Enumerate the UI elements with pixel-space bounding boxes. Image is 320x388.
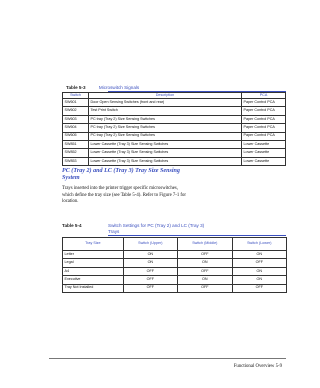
description-cell: Test Print Switch: [89, 107, 242, 115]
switch-settings-table: [62, 237, 287, 293]
description-cell: Lower Cassette (Tray 3) Size Sensing Switches: [89, 149, 242, 157]
pca-cell: Paper Control PCA: [242, 132, 286, 140]
column-header-switch-upper: Switch (Upper): [123, 238, 177, 251]
switch-middle-cell: OFF: [178, 267, 233, 275]
section-heading-line: PC (Tray 2) and LC (Tray 3) Tray Size Sensing: [62, 168, 180, 174]
table-row: [63, 157, 286, 165]
table-row: [63, 276, 287, 284]
microswitch-signals-table: [62, 92, 286, 166]
table-row: [63, 107, 286, 115]
switch-upper-cell: OFF: [123, 284, 177, 292]
column-header-switch-lower: Switch (Lower): [232, 238, 286, 251]
switch-lower-cell: OFF: [232, 284, 286, 292]
switch-lower-cell: ON: [232, 276, 286, 284]
switch-cell: SW602: [63, 107, 89, 115]
table-row: [63, 124, 286, 132]
caption-rule: [108, 235, 286, 236]
column-header-switch: Switch: [63, 93, 89, 99]
switch-middle-cell: OFF: [178, 251, 233, 259]
tray-size-cell: Legal: [63, 259, 124, 267]
switch-cell: SW605: [63, 132, 89, 140]
paragraph-line: which define the tray size (see Table 5-4). Refer to Figure 7-1 for: [62, 192, 186, 198]
tray-size-cell: Tray Not Installed: [63, 284, 124, 292]
table-5-4-caption: [62, 223, 82, 228]
switch-lower-cell: OFF: [232, 259, 286, 267]
column-header-pca: PCA: [242, 93, 286, 99]
table-row: [63, 267, 287, 275]
footer-rule: [49, 358, 286, 359]
switch-upper-cell: OFF: [123, 267, 177, 275]
tray-size-cell: Executive: [63, 276, 124, 284]
switch-cell: SW852: [63, 149, 89, 157]
switch-cell: SW853: [63, 157, 89, 165]
table-row: [63, 259, 287, 267]
column-header-switch-middle: Switch (Middle): [178, 238, 233, 251]
table-5-4-title-line: Switch Settings for PC (Tray 2) and LC (Tray 3): [108, 223, 205, 228]
description-cell: PC tray (Tray 2) Size Sensing Switches: [89, 124, 242, 132]
tray-size-cell: A4: [63, 267, 124, 275]
table-5-4-title-line: Trays: [108, 228, 120, 234]
pca-cell: Paper Control PCA: [242, 99, 286, 107]
pca-cell: Lower Cassette: [242, 149, 286, 157]
body-paragraph: [62, 186, 237, 206]
switch-cell: SW604: [63, 124, 89, 132]
table-row: [63, 284, 287, 292]
table-5-4-title: [108, 223, 204, 234]
table-row: [63, 115, 286, 123]
column-header-description: Description: [89, 93, 242, 99]
table-5-4-label: Table 5-4: [62, 223, 82, 228]
switch-cell: SW851: [63, 140, 89, 148]
tray-size-cell: Letter: [63, 251, 124, 259]
table-row: [63, 149, 286, 157]
switch-upper-cell: ON: [123, 259, 177, 267]
description-cell: Door Open Sensing Switches (front and rear): [89, 99, 242, 107]
switch-middle-cell: ON: [178, 276, 233, 284]
description-cell: PC tray (Tray 2) Size Sensing Switches: [89, 115, 242, 123]
description-cell: Lower Cassette (Tray 3) Size Sensing Switches: [89, 140, 242, 148]
switch-middle-cell: OFF: [178, 284, 233, 292]
switch-middle-cell: ON: [178, 259, 233, 267]
pca-cell: Lower Cassette: [242, 140, 286, 148]
table-row: [63, 251, 287, 259]
pca-cell: Paper Control PCA: [242, 124, 286, 132]
pca-cell: Paper Control PCA: [242, 115, 286, 123]
table-row: [63, 140, 286, 148]
table-5-3-title: Microswitch Signals: [98, 85, 140, 90]
paragraph-line: Trays inserted into the printer trigger specific microswitches,: [62, 186, 178, 191]
description-cell: Lower Cassette (Tray 3) Size Sensing Switches: [89, 157, 242, 165]
description-cell: PC tray (Tray 2) Size Sensing Switches: [89, 132, 242, 140]
table-5-3-caption: [66, 85, 139, 90]
pca-cell: Paper Control PCA: [242, 107, 286, 115]
section-heading: [62, 168, 180, 182]
switch-cell: SW601: [63, 99, 89, 107]
paragraph-line: location.: [62, 199, 79, 205]
pca-cell: Lower Cassette: [242, 157, 286, 165]
switch-upper-cell: OFF: [123, 276, 177, 284]
section-heading-line: System: [62, 175, 80, 181]
page-footer: Functional Overview 5-9: [233, 364, 282, 369]
switch-lower-cell: ON: [232, 251, 286, 259]
table-5-3-label: Table 5-3: [66, 85, 86, 90]
switch-upper-cell: ON: [123, 251, 177, 259]
table-row: [63, 99, 286, 107]
switch-lower-cell: ON: [232, 267, 286, 275]
switch-cell: SW603: [63, 115, 89, 123]
table-row: [63, 132, 286, 140]
column-header-tray-size: Tray Size: [63, 238, 124, 251]
